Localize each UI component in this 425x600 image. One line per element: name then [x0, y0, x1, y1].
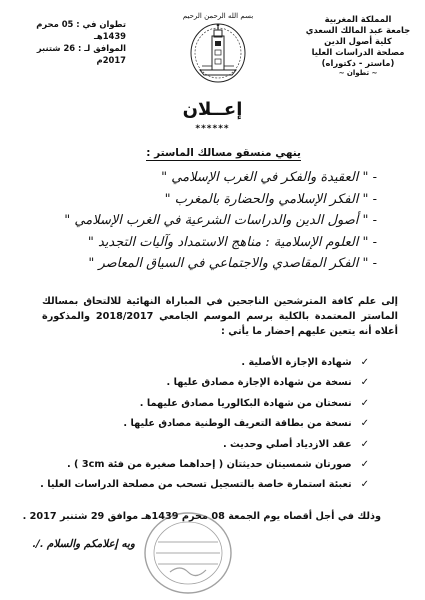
check-icon: ✓	[360, 458, 369, 470]
program-item: - " أصول الدين والدراسات الشرعية في الغرب الإسلامي "	[64, 213, 377, 228]
intro-line: ينهي منسقو مسالك الماستر :	[146, 147, 301, 159]
deadline-line: وذلك في أجل أقصاه يوم الجمعة 08 محرم 1439هـ موافق 29 شتنبر 2017 .	[22, 511, 381, 522]
closing-line: وبه إعلامكم والسلام ./.	[32, 538, 135, 550]
header-center	[178, 12, 258, 84]
program-list	[37, 167, 377, 275]
date-hijri: تطوان في : 05 محرم 1439هـ	[36, 19, 126, 41]
document-item	[49, 373, 369, 393]
institution-header	[299, 14, 417, 77]
document-item	[49, 455, 369, 475]
date-header	[8, 18, 126, 66]
institution-line: كلية أصول الدين	[324, 36, 392, 46]
document-item	[49, 414, 369, 434]
check-icon: ✓	[360, 357, 369, 368]
check-icon: ✓	[360, 418, 369, 430]
page-title: إعــلان	[182, 99, 243, 120]
check-icon: ✓	[360, 397, 369, 409]
body-paragraph: إلى علم كافة المترشحين الناجحين في المباراة النهائية للالتحاق بمسالك الماستر المعتمدة بالكلية برسم الموسم الجامعي 2018/2017 والمذكورة أعلاه أنه يتعين عليهم إحضار ما يأتي :	[42, 296, 398, 337]
check-icon: ✓	[360, 438, 369, 450]
document-text: نسختان من شهادة البكالوريا مصادق عليهما .	[139, 397, 352, 409]
documents-list	[40, 353, 369, 496]
document-text: تعبئة استمارة خاصة بالتسجيل تسحب من مصلحة الدراسات العليا .	[40, 479, 352, 491]
title-stars: ******	[195, 124, 230, 134]
program-item: - " الفكر المقاصدي والاجتماعي في السياق المعاصر "	[88, 256, 377, 271]
document-text: صورتان شمسيتان حديثتان ( إحداهما صغيرة من فئة 3cm ) .	[66, 458, 352, 470]
institution-line: جامعة عبد المالك السعدي	[305, 25, 411, 35]
official-stamp-icon	[142, 510, 234, 596]
document-item	[49, 394, 369, 414]
document-text: عقد الازدياد أصلي وحديث .	[222, 438, 352, 450]
program-item: - " العقيدة والفكر في الغرب الإسلامي "	[161, 170, 377, 185]
document-text: شهادة الإجازة الأصلية .	[241, 357, 352, 368]
check-icon: ✓	[360, 479, 369, 491]
document-text: نسخة من بطاقة التعريف الوطنية مصادق عليها .	[123, 418, 352, 430]
check-icon: ✓	[360, 377, 369, 389]
date-gregorian: الموافق لـ : 26 شتنبر 2017م	[36, 43, 126, 65]
program-item: - " العلوم الإسلامية : مناهج الاستمداد وآليات التجديد "	[87, 234, 377, 250]
basmala: بسم الله الرحمن الرحيم	[182, 12, 254, 20]
institution-deco: ~ تطوان ~	[338, 69, 378, 77]
document-text: نسخة من شهادة الإجازة مصادق عليها .	[166, 377, 352, 389]
document-item	[49, 435, 369, 455]
program-item: - " الفكر الإسلامي والحضارة بالمغرب "	[164, 191, 377, 207]
institution-line: (ماستر - دكتوراه)	[321, 58, 395, 68]
document-item	[40, 475, 369, 495]
document-item	[49, 353, 369, 373]
faculty-emblem-icon	[188, 22, 248, 84]
institution-line: المملكة المغربية	[324, 14, 392, 24]
institution-line: مصلحة الدراسات العليا	[311, 47, 405, 57]
